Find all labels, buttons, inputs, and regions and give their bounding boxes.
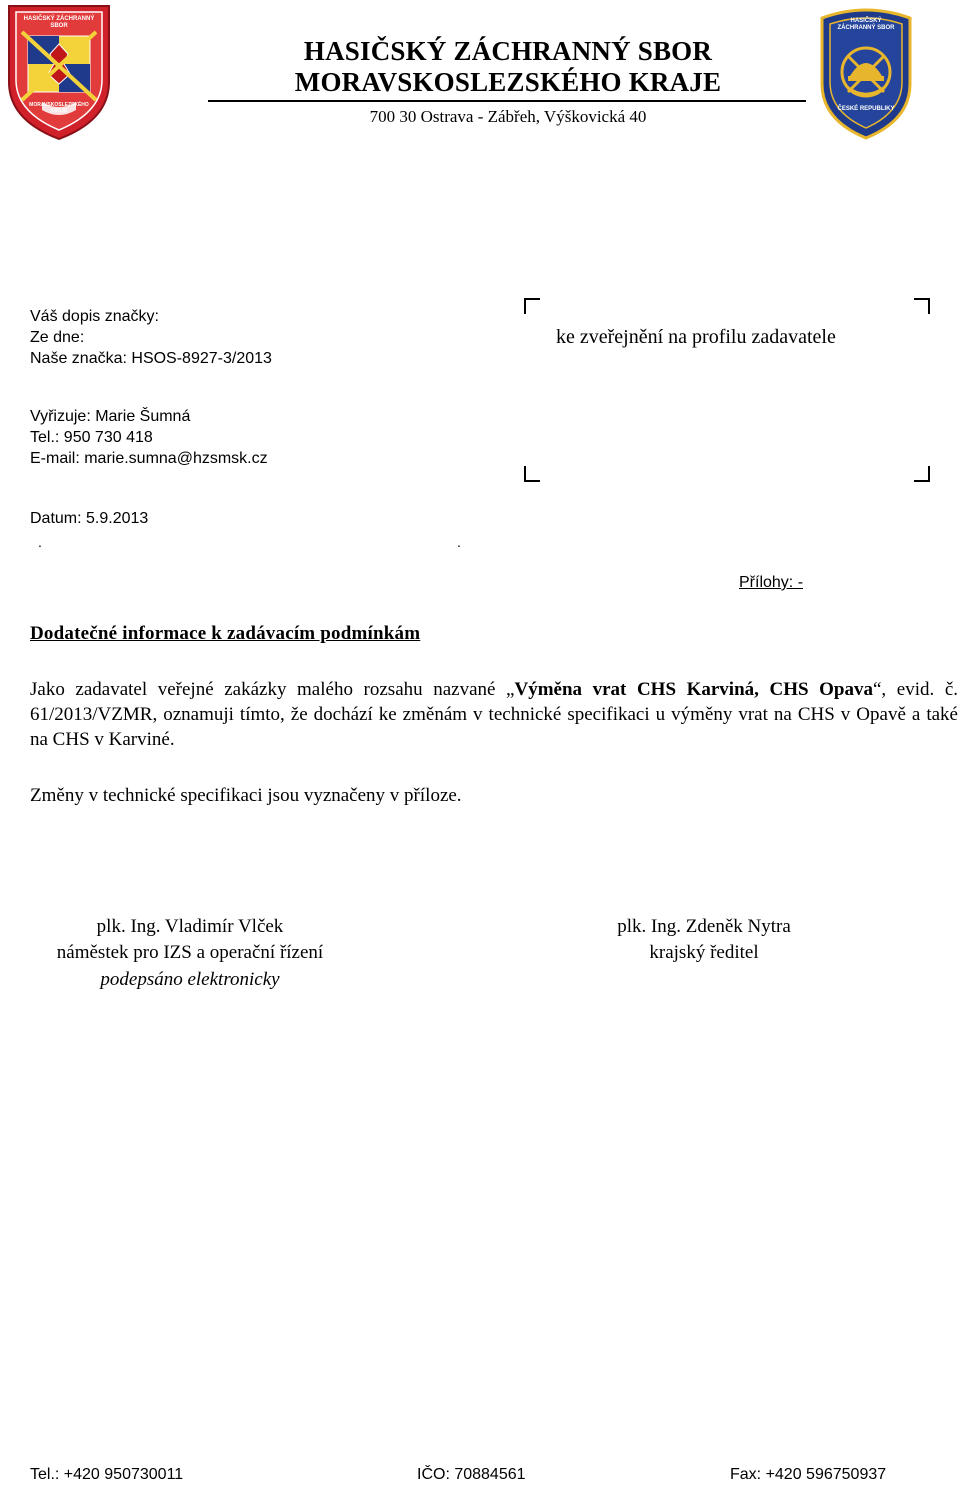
footer-phone: Tel.: +420 950730011 bbox=[30, 1466, 184, 1483]
dot-marker: . bbox=[38, 534, 42, 550]
document-heading: Dodatečné informace k zadávacím podmínkám bbox=[30, 623, 421, 644]
body-paragraph-2: Změny v technické specifikaci jsou vyznačeny v příloze. bbox=[30, 785, 462, 806]
our-ref: Naše značka: HSOS-8927-3/2013 bbox=[30, 350, 272, 367]
footer-ico: IČO: 70884561 bbox=[417, 1466, 526, 1483]
date: Datum: 5.9.2013 bbox=[30, 510, 149, 527]
logo-left-text-top: HASIČSKÝ ZÁCHRANNÝ SBOR bbox=[23, 16, 95, 29]
phone: Tel.: 950 730 418 bbox=[30, 429, 153, 446]
footer-fax: Fax: +420 596750937 bbox=[730, 1466, 887, 1483]
dot-marker: . bbox=[457, 534, 461, 550]
p1-text-a: Jako zadavatel veřejné zakázky malého rozsahu nazvané „ bbox=[30, 679, 515, 700]
header-title-line2: MORAVSKOSLEZSKÉHO KRAJE bbox=[294, 67, 722, 97]
window-corner-top-right bbox=[914, 298, 930, 314]
header-divider bbox=[208, 100, 806, 102]
contract-name: Výměna vrat CHS Karviná, CHS Opava bbox=[514, 679, 873, 700]
hzs-cr-logo bbox=[818, 6, 914, 140]
signatory-left-note: podepsáno elektronicky bbox=[100, 969, 280, 990]
window-corner-bottom-right bbox=[914, 466, 930, 482]
window-corner-bottom-left bbox=[524, 466, 540, 482]
signatory-right-name: plk. Ing. Zdeněk Nytra bbox=[617, 916, 791, 937]
window-corner-top-left bbox=[524, 298, 540, 314]
signatory-left-name: plk. Ing. Vladimír Vlček bbox=[96, 916, 284, 937]
logo-right-text-top: HASIČSKÝ ZÁCHRANNÝ SBOR bbox=[837, 18, 895, 31]
p1-text-b: “, evid. č. 61/2013/VZMR, oznamuji tímto, že dochází ke změnám v technické specifikaci u výměny vrat na CHS v Opavě a také na CHS v Karviné. bbox=[30, 679, 958, 750]
hzs-msk-logo bbox=[4, 2, 114, 142]
header-address: 700 30 Ostrava - Zábřeh, Výškovická 40 bbox=[369, 107, 647, 126]
recipient: ke zveřejnění na profilu zadavatele bbox=[556, 326, 836, 348]
attachments-label: Přílohy: - bbox=[739, 574, 804, 591]
logo-left-text-bottom: MORAVSKOSLEZSKÉHO KRAJE bbox=[29, 102, 89, 114]
logo-right-text-bottom: ČESKÉ REPUBLIKY bbox=[837, 106, 895, 112]
your-letter-ref: Váš dopis značky: bbox=[30, 308, 159, 325]
signatory-right-role: krajský ředitel bbox=[649, 942, 759, 963]
email: E-mail: marie.sumna@hzsmsk.cz bbox=[30, 450, 268, 467]
from-date: Ze dne: bbox=[30, 329, 85, 346]
handled-by: Vyřizuje: Marie Šumná bbox=[30, 408, 191, 425]
header-title-line1: HASIČSKÝ ZÁCHRANNÝ SBOR bbox=[303, 36, 713, 66]
body-paragraph-1 bbox=[30, 677, 958, 752]
signatory-left-role: náměstek pro IZS a operační řízení bbox=[56, 942, 324, 963]
